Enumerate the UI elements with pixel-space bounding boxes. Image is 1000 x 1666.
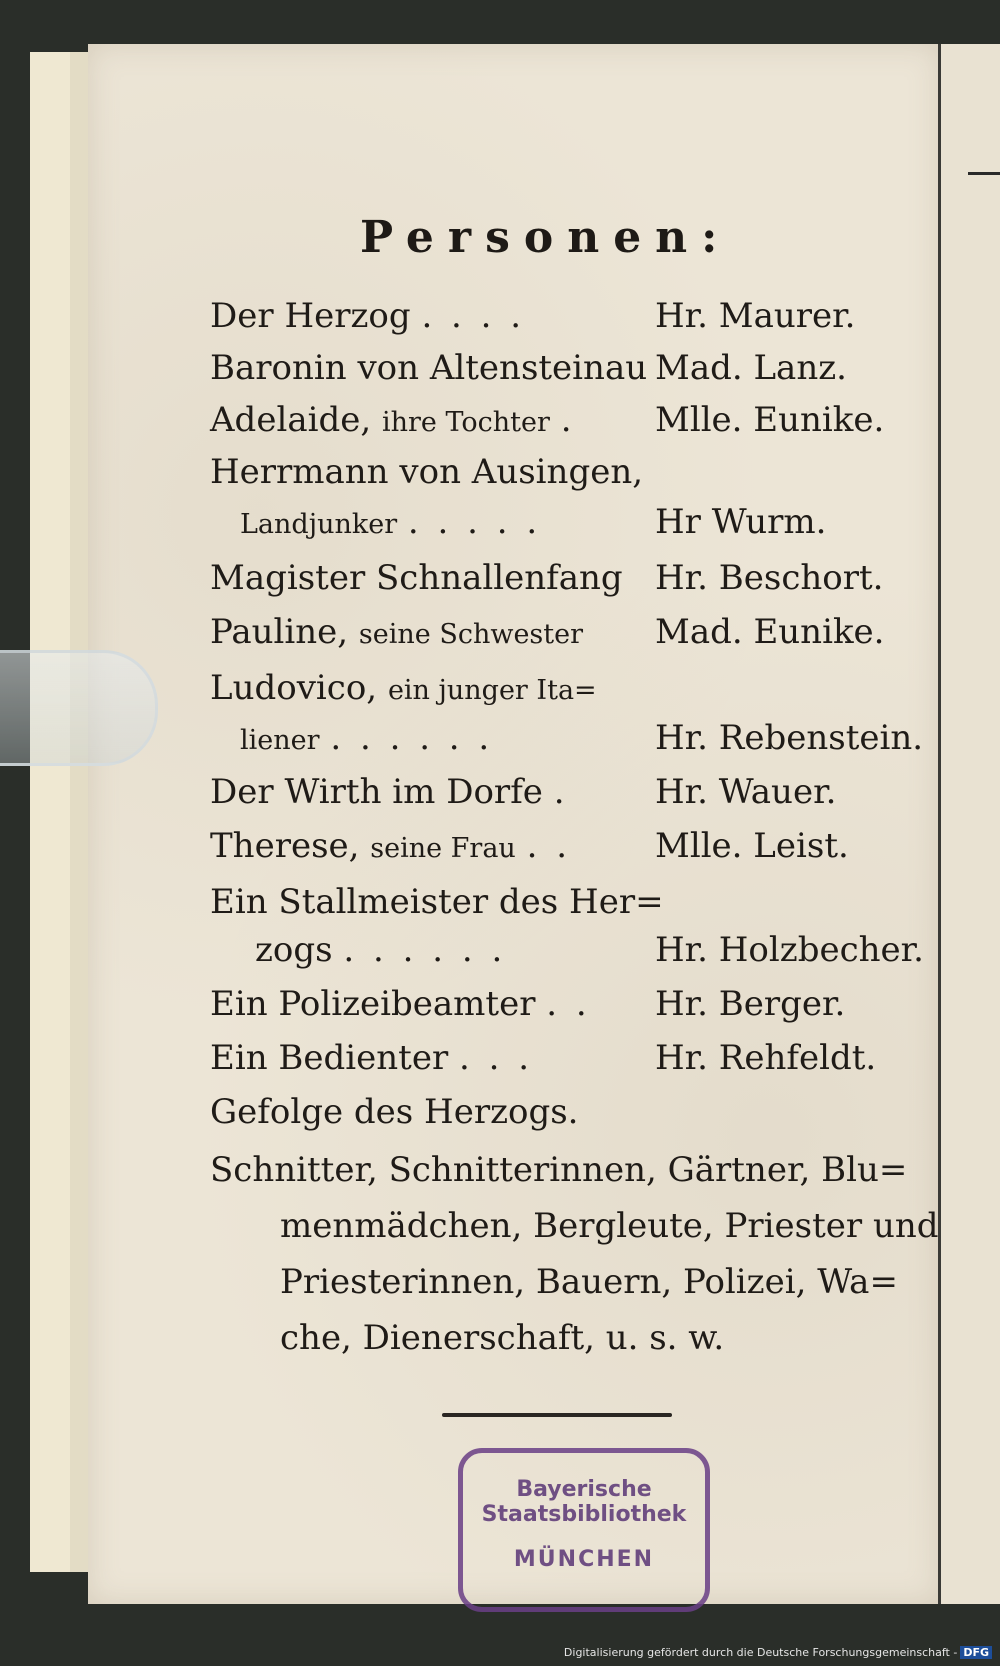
cast-actor: Mad. Lanz.	[655, 348, 847, 388]
cast-role: Herrmann von Ausingen,	[210, 452, 644, 492]
credit-text: Digitalisierung gefördert durch die Deutsche Forschungsgemeinschaft -	[563, 1646, 958, 1659]
cast-role: Ein Stallmeister des Her=	[210, 882, 664, 922]
cast-actor: Hr. Wauer.	[655, 772, 837, 812]
cast-actor: Hr. Rehfeldt.	[655, 1038, 877, 1078]
cast-actor: Mlle. Eunike.	[655, 400, 885, 440]
cast-role: zogs . . . . . .	[255, 930, 507, 970]
extras-line: menmädchen, Bergleute, Priester und	[280, 1206, 939, 1246]
page-clip	[0, 650, 158, 766]
cast-role: Ein Bedienter . . .	[210, 1038, 534, 1078]
cast-actor: Mad. Eunike.	[655, 612, 885, 652]
stamp-line: MÜNCHEN	[513, 1547, 655, 1572]
stamp-line: Staatsbibliothek	[481, 1502, 687, 1527]
cast-role: Der Herzog . . . .	[210, 296, 526, 336]
cast-role: Magister Schnallenfang	[210, 558, 623, 598]
cast-role: liener . . . . . .	[240, 718, 494, 758]
cast-role: Baronin von Altensteinau	[210, 348, 648, 388]
book-page	[88, 44, 940, 1604]
cast-actor: Hr Wurm.	[655, 502, 827, 542]
cast-actor: Hr. Rebenstein.	[655, 718, 924, 758]
cast-role: Ludovico, ein junger Ita=	[210, 668, 597, 708]
stamp-line: Bayerische	[516, 1477, 652, 1502]
page-heading: Personen:	[360, 212, 732, 263]
library-stamp	[458, 1448, 710, 1612]
cast-role: Der Wirth im Dorfe .	[210, 772, 569, 812]
section-rule	[442, 1413, 672, 1417]
extras-line: che, Dienerschaft, u. s. w.	[280, 1318, 725, 1358]
cast-role: Gefolge des Herzogs.	[210, 1092, 579, 1132]
digitization-credit	[564, 1646, 992, 1659]
dfg-logo: DFG	[960, 1646, 992, 1659]
cast-actor: Hr. Maurer.	[655, 296, 856, 336]
cast-role: Pauline, seine Schwester	[210, 612, 584, 652]
cast-role: Landjunker . . . . .	[240, 502, 542, 542]
facing-page-edge	[938, 44, 1000, 1604]
cast-actor: Hr. Berger.	[655, 984, 846, 1024]
extras-line: Priesterinnen, Bauern, Polizei, Wa=	[280, 1262, 898, 1302]
cast-actor: Mlle. Leist.	[655, 826, 849, 866]
cast-actor: Hr. Holzbecher.	[655, 930, 924, 970]
cast-actor: Hr. Beschort.	[655, 558, 884, 598]
cast-role: Therese, seine Frau . .	[210, 826, 572, 866]
cast-role: Adelaide, ihre Tochter .	[210, 400, 576, 440]
facing-page-rule	[968, 172, 1000, 175]
extras-line: Schnitter, Schnitterinnen, Gärtner, Blu=	[210, 1150, 908, 1190]
cast-role: Ein Polizeibeamter . .	[210, 984, 591, 1024]
